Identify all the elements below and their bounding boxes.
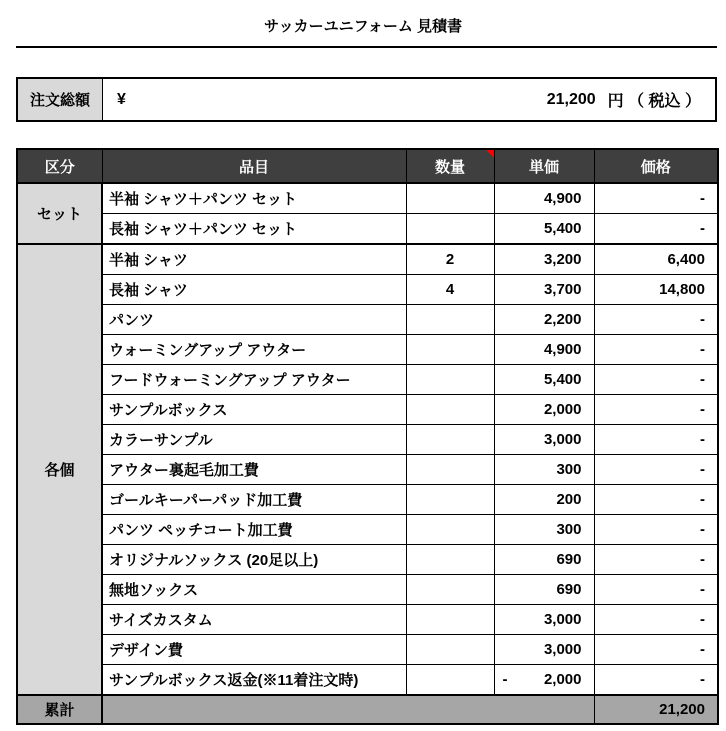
grand-total-row [17,695,718,724]
item-name-cell: パンツ [102,305,406,335]
column-header-qty [406,149,494,183]
footer-spacer-cell [102,695,594,724]
unit-price-cell: 2,200 [494,305,594,335]
price-cell: - [594,635,718,665]
price-cell: - [594,395,718,425]
order-total-value [103,79,715,120]
table-row [17,365,718,395]
items-tbody [17,183,718,695]
category-group-cell: セット [17,183,102,244]
order-total-amount: 21,200 [546,90,596,108]
price-cell: - [594,575,718,605]
table-row [17,515,718,545]
item-name-cell: カラーサンプル [102,425,406,455]
item-name-cell: デザイン費 [102,635,406,665]
item-name-cell: サンプルボックス返金(※11着注文時) [102,665,406,696]
quantity-cell [406,395,494,425]
unit-price-cell: 3,000 [494,605,594,635]
quantity-cell [406,545,494,575]
table-row [17,455,718,485]
table-row [17,545,718,575]
page-title: サッカーユニフォーム 見積書 [263,18,463,35]
quantity-cell [406,575,494,605]
unit-price-cell: 3,000 [494,425,594,455]
quantity-cell [406,365,494,395]
table-row [17,635,718,665]
unit-price-cell: 3,200 [494,244,594,275]
table-row [17,335,718,365]
order-total-label: 注文総額 [18,79,103,120]
item-name-cell: 無地ソックス [102,575,406,605]
table-row [17,305,718,335]
column-header-category: 区分 [17,149,102,183]
column-header-item: 品目 [102,149,406,183]
currency-symbol: ¥ [117,90,126,108]
category-group-cell: 各個 [17,244,102,695]
grand-total-value: 21,200 [594,695,718,724]
price-cell: - [594,183,718,214]
item-name-cell: サンプルボックス [102,395,406,425]
price-cell: 14,800 [594,275,718,305]
price-cell: - [594,425,718,455]
quote-table-header [17,149,718,183]
quantity-cell: 2 [406,244,494,275]
table-row [17,425,718,455]
price-cell: - [594,665,718,696]
table-row [17,575,718,605]
order-total-suffix: 円 （ 税込 ） [607,93,701,110]
unit-price-cell: 5,400 [494,214,594,245]
quantity-cell [406,455,494,485]
unit-price-cell: 690 [494,545,594,575]
unit-price-cell [494,665,594,696]
table-row [17,214,718,245]
unit-price-cell: 690 [494,575,594,605]
comment-indicator-icon [486,150,494,158]
unit-price-cell: 3,000 [494,635,594,665]
price-cell: 6,400 [594,244,718,275]
item-name-cell: サイズカスタム [102,605,406,635]
unit-price-cell: 2,000 [494,395,594,425]
qty-header-label: 数量 [434,158,465,176]
column-header-price: 価格 [594,149,718,183]
price-cell: - [594,485,718,515]
quantity-cell: 4 [406,275,494,305]
price-cell: - [594,365,718,395]
header-row [17,149,718,183]
unit-price-cell: 5,400 [494,365,594,395]
price-cell: - [594,515,718,545]
unit-price-cell: 300 [494,455,594,485]
item-name-cell: ウォーミングアップ アウター [102,335,406,365]
column-header-unit-price: 単価 [494,149,594,183]
negative-minus-sign: - [502,671,508,688]
quantity-cell [406,214,494,245]
unit-price-cell: 200 [494,485,594,515]
price-cell: - [594,455,718,485]
quote-table-footer [17,695,718,724]
table-row [17,485,718,515]
unit-price-value: 2,000 [543,671,582,688]
price-cell: - [594,605,718,635]
unit-price-cell: 4,900 [494,183,594,214]
quantity-cell [406,665,494,696]
price-cell: - [594,214,718,245]
table-row [17,183,718,214]
table-row [17,395,718,425]
order-total-box [16,77,717,122]
quantity-cell [406,515,494,545]
order-total-amount-wrap [547,88,701,111]
table-row [17,605,718,635]
title-divider [16,46,717,48]
table-row [17,244,718,275]
quote-table [16,148,719,725]
quantity-cell [406,605,494,635]
item-name-cell: アウター裏起毛加工費 [102,455,406,485]
item-name-cell: 半袖 シャツ [102,244,406,275]
item-name-cell: 半袖 シャツ＋パンツ セット [102,183,406,214]
quantity-cell [406,335,494,365]
price-cell: - [594,335,718,365]
quantity-cell [406,485,494,515]
item-name-cell: ゴールキーパーパッド加工費 [102,485,406,515]
quantity-cell [406,305,494,335]
table-row [17,275,718,305]
table-row [17,665,718,696]
item-name-cell: 長袖 シャツ [102,275,406,305]
item-name-cell: 長袖 シャツ＋パンツ セット [102,214,406,245]
item-name-cell: オリジナルソックス (20足以上) [102,545,406,575]
item-name-cell: フードウォーミングアップ アウター [102,365,406,395]
price-cell: - [594,545,718,575]
item-name-cell: パンツ ペッチコート加工費 [102,515,406,545]
unit-price-cell: 3,700 [494,275,594,305]
price-cell: - [594,305,718,335]
grand-total-label: 累計 [17,695,102,724]
quantity-cell [406,425,494,455]
unit-price-cell: 300 [494,515,594,545]
quantity-cell [406,635,494,665]
quantity-cell [406,183,494,214]
unit-price-cell: 4,900 [494,335,594,365]
